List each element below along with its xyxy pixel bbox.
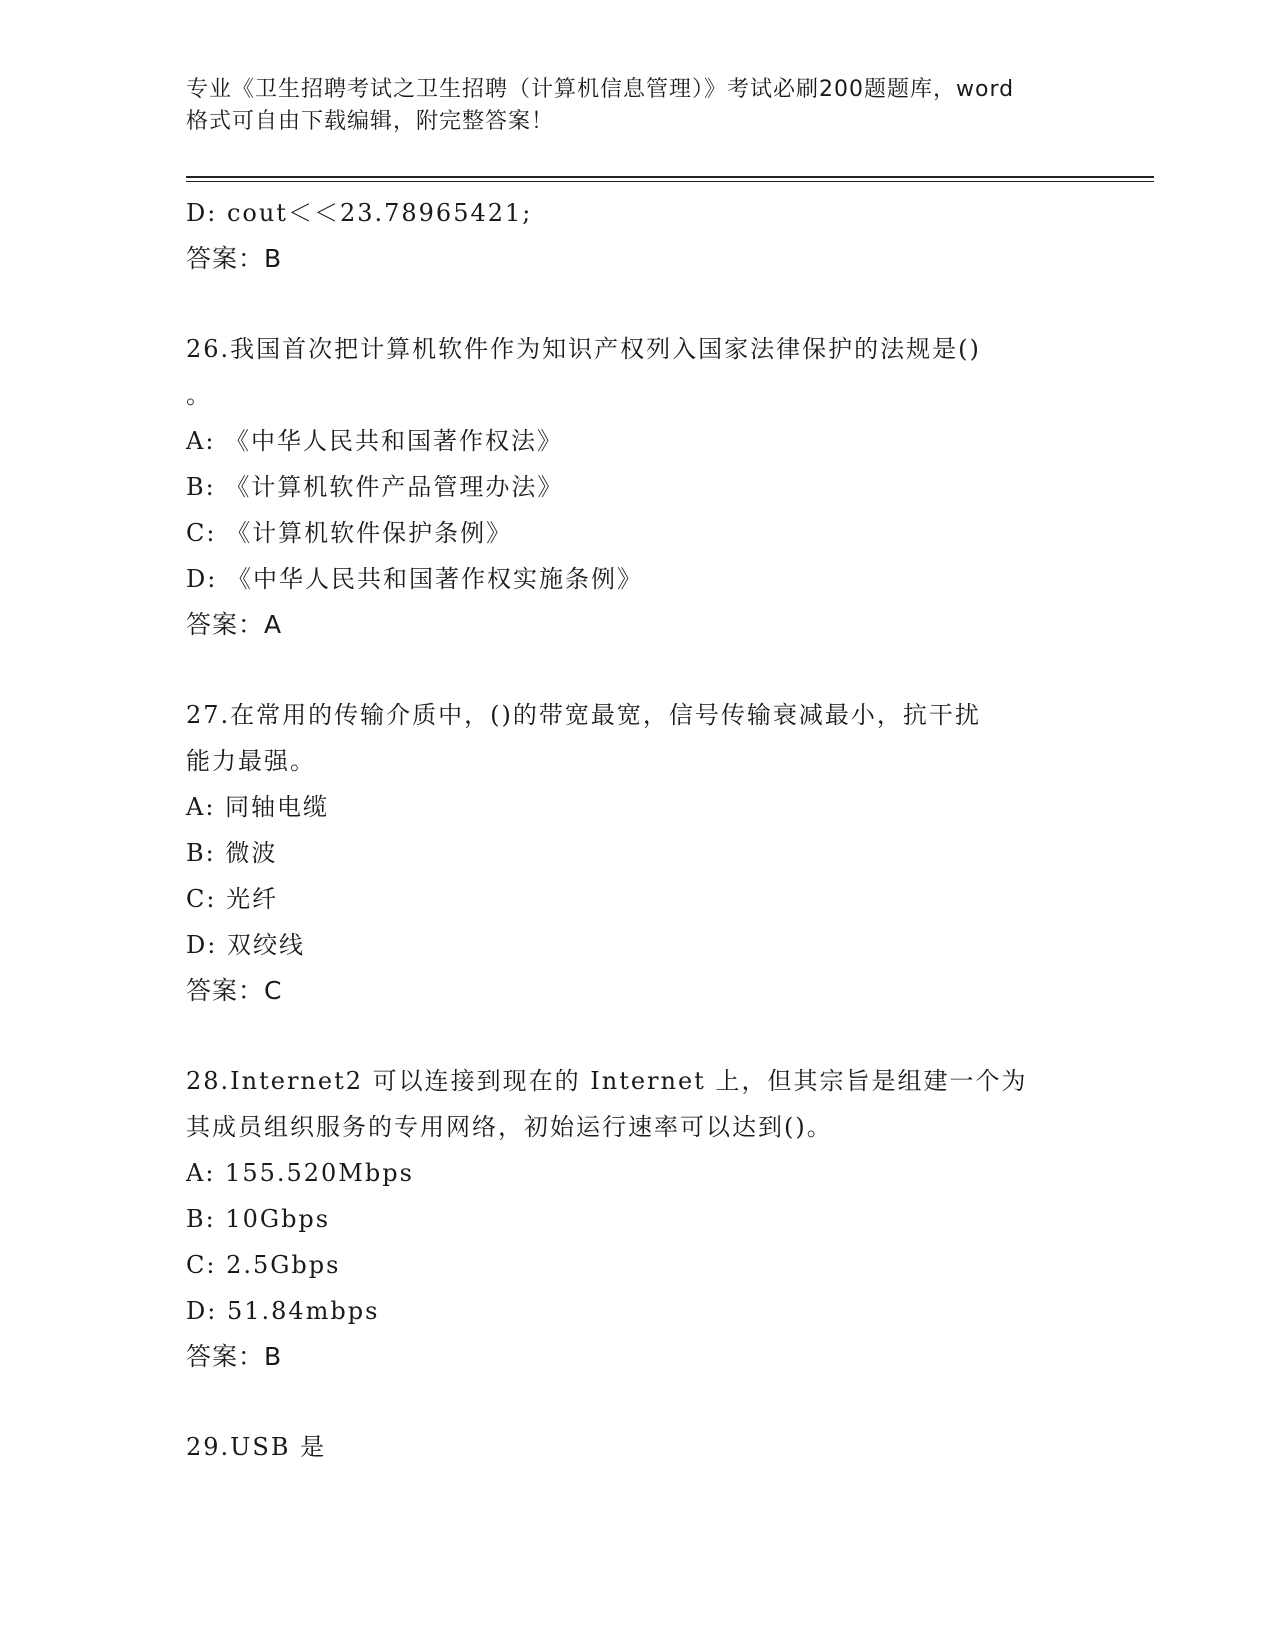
header-title-line-2: 格式可自由下载编辑，附完整答案！ bbox=[186, 109, 555, 134]
question-body bbox=[186, 190, 1086, 1470]
question-stem: 27.在常用的传输介质中，()的带宽最宽，信号传输衰减最小，抗干扰 bbox=[186, 701, 981, 729]
question-26 bbox=[186, 326, 1086, 648]
option-b: B: 《计算机软件产品管理办法》 bbox=[186, 473, 564, 501]
question-stem-continued: 其成员组织服务的专用网络，初始运行速率可以达到()。 bbox=[186, 1113, 833, 1141]
header-divider bbox=[186, 176, 1154, 182]
option-c: C: 光纤 bbox=[186, 885, 279, 913]
question-29 bbox=[186, 1424, 1086, 1470]
answer-label: 答案：B bbox=[186, 1342, 283, 1371]
page-header bbox=[186, 74, 1086, 138]
option-a: A: 同轴电缆 bbox=[186, 793, 330, 821]
answer-label: 答案：C bbox=[186, 976, 283, 1005]
option-d: D: 51.84mbps bbox=[186, 1297, 380, 1325]
answer-label: 答案：B bbox=[186, 244, 283, 273]
question-28 bbox=[186, 1058, 1086, 1380]
option-b: B: 微波 bbox=[186, 839, 278, 867]
option-d: D: 《中华人民共和国著作权实施条例》 bbox=[186, 565, 643, 593]
question-stem: 26.我国首次把计算机软件作为知识产权列入国家法律保护的法规是() bbox=[186, 335, 981, 363]
option-d: D: 双绞线 bbox=[186, 931, 305, 959]
question-stem-continued: 能力最强。 bbox=[186, 747, 316, 775]
option-a: A: 《中华人民共和国著作权法》 bbox=[186, 427, 564, 455]
option-d: D: cout＜＜23.78965421; bbox=[186, 199, 533, 227]
option-b: B: 10Gbps bbox=[186, 1205, 331, 1233]
option-c: C: 《计算机软件保护条例》 bbox=[186, 519, 513, 547]
question-stem-continued: 。 bbox=[186, 381, 212, 409]
header-title-line-1: 专业《卫生招聘考试之卫生招聘（计算机信息管理）》考试必刷200题题库，word bbox=[186, 77, 1015, 102]
option-a: A: 155.520Mbps bbox=[186, 1159, 414, 1187]
question-27 bbox=[186, 692, 1086, 1014]
answer-label: 答案：A bbox=[186, 610, 283, 639]
option-c: C: 2.5Gbps bbox=[186, 1251, 341, 1279]
question-stem: 28.Internet2 可以连接到现在的 Internet 上，但其宗旨是组建一个为 bbox=[186, 1067, 1028, 1095]
question-stem: 29.USB 是 bbox=[186, 1433, 327, 1461]
